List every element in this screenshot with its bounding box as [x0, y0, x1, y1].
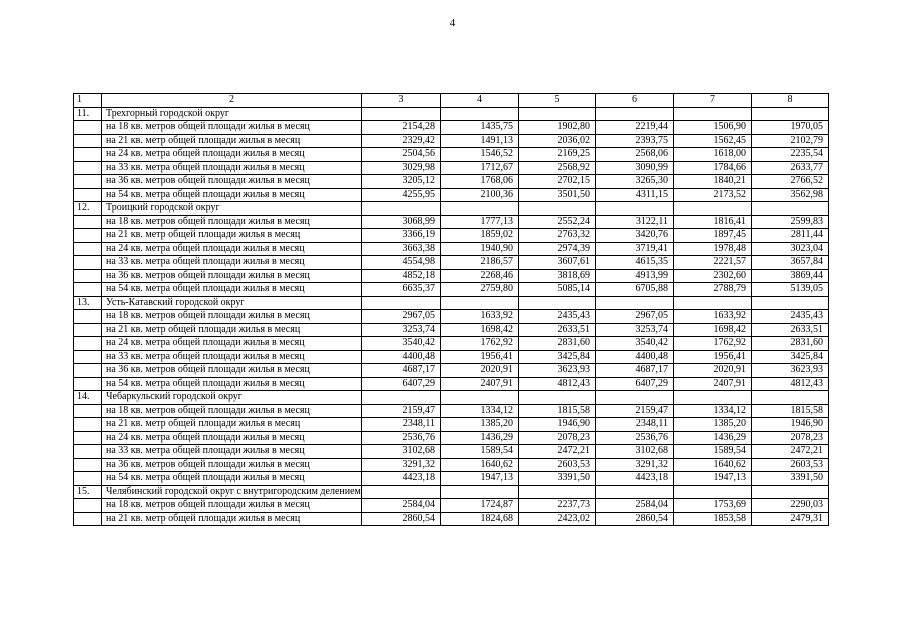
row-label: на 33 кв. метра общей площади жилья в месяц	[102, 161, 362, 175]
page-number: 4	[449, 17, 456, 29]
table-row	[74, 229, 829, 243]
value-cell: 2237,73	[519, 499, 596, 513]
empty-cell	[362, 391, 441, 405]
empty-cell	[441, 296, 519, 310]
value-cell: 4311,15	[596, 188, 674, 202]
value-cell: 1970,05	[752, 121, 829, 135]
value-cell: 1436,29	[441, 431, 519, 445]
table-row	[74, 458, 829, 472]
value-cell: 3291,32	[362, 458, 441, 472]
value-cell: 2831,60	[752, 337, 829, 351]
group-header-row	[74, 296, 829, 310]
table-row	[74, 148, 829, 162]
value-cell: 4687,17	[596, 364, 674, 378]
value-cell: 1956,41	[674, 350, 752, 364]
value-cell: 3068,99	[362, 215, 441, 229]
value-cell: 2536,76	[596, 431, 674, 445]
row-label: на 21 кв. метр общей площади жилья в месяц	[102, 418, 362, 432]
empty-cell	[674, 296, 752, 310]
value-cell: 3607,61	[519, 256, 596, 270]
value-cell: 2100,36	[441, 188, 519, 202]
value-cell: 1816,41	[674, 215, 752, 229]
group-header-row	[74, 202, 829, 216]
table-row	[74, 445, 829, 459]
value-cell: 1768,06	[441, 175, 519, 189]
value-cell: 2603,53	[519, 458, 596, 472]
value-cell: 1633,92	[441, 310, 519, 324]
value-cell: 1712,67	[441, 161, 519, 175]
table-row	[74, 404, 829, 418]
empty-cell	[74, 215, 102, 229]
table-body	[74, 94, 829, 526]
value-cell: 1385,20	[674, 418, 752, 432]
header-cell: 7	[674, 94, 752, 108]
empty-cell	[74, 148, 102, 162]
value-cell: 2633,51	[752, 323, 829, 337]
empty-cell	[74, 242, 102, 256]
value-cell: 1784,66	[674, 161, 752, 175]
value-cell: 3719,41	[596, 242, 674, 256]
row-label: на 54 кв. метра общей площади жилья в месяц	[102, 377, 362, 391]
value-cell: 2154,28	[362, 121, 441, 135]
value-cell: 2407,91	[441, 377, 519, 391]
value-cell: 5085,14	[519, 283, 596, 297]
row-label: на 36 кв. метров общей площади жилья в месяц	[102, 175, 362, 189]
value-cell: 2186,57	[441, 256, 519, 270]
value-cell: 2078,23	[519, 431, 596, 445]
value-cell: 2584,04	[362, 499, 441, 513]
row-label: на 21 кв. метр общей площади жилья в месяц	[102, 229, 362, 243]
value-cell: 1334,12	[441, 404, 519, 418]
empty-cell	[74, 283, 102, 297]
value-cell: 1897,45	[674, 229, 752, 243]
row-label: на 21 кв. метр общей площади жилья в месяц	[102, 512, 362, 526]
value-cell: 4423,18	[596, 472, 674, 486]
row-label: на 24 кв. метра общей площади жилья в месяц	[102, 337, 362, 351]
value-cell: 3205,12	[362, 175, 441, 189]
empty-cell	[674, 485, 752, 499]
empty-cell	[74, 350, 102, 364]
value-cell: 2763,32	[519, 229, 596, 243]
value-cell: 4423,18	[362, 472, 441, 486]
table-row	[74, 364, 829, 378]
empty-cell	[596, 485, 674, 499]
empty-cell	[519, 391, 596, 405]
value-cell: 1385,20	[441, 418, 519, 432]
value-cell: 1859,02	[441, 229, 519, 243]
value-cell: 2020,91	[441, 364, 519, 378]
table-row	[74, 377, 829, 391]
value-cell: 1436,29	[674, 431, 752, 445]
value-cell: 1947,13	[674, 472, 752, 486]
empty-cell	[596, 296, 674, 310]
value-cell: 2967,05	[362, 310, 441, 324]
value-cell: 2702,15	[519, 175, 596, 189]
empty-cell	[752, 391, 829, 405]
empty-cell	[74, 229, 102, 243]
value-cell: 2860,54	[362, 512, 441, 526]
table-row	[74, 283, 829, 297]
empty-cell	[74, 418, 102, 432]
empty-cell	[441, 107, 519, 121]
table-row	[74, 323, 829, 337]
row-label: на 54 кв. метра общей площади жилья в месяц	[102, 188, 362, 202]
value-cell: 1589,54	[674, 445, 752, 459]
header-row	[74, 94, 829, 108]
group-header-row	[74, 485, 829, 499]
value-cell: 3122,11	[596, 215, 674, 229]
value-cell: 3818,69	[519, 269, 596, 283]
group-index: 13.	[74, 296, 102, 310]
value-cell: 2173,52	[674, 188, 752, 202]
empty-cell	[674, 391, 752, 405]
value-cell: 1815,58	[519, 404, 596, 418]
value-cell: 1589,54	[441, 445, 519, 459]
table-row	[74, 337, 829, 351]
value-cell: 4812,43	[752, 377, 829, 391]
header-cell: 8	[752, 94, 829, 108]
empty-cell	[74, 161, 102, 175]
value-cell: 5139,05	[752, 283, 829, 297]
value-cell: 1633,92	[674, 310, 752, 324]
empty-cell	[441, 391, 519, 405]
empty-cell	[74, 458, 102, 472]
value-cell: 1940,90	[441, 242, 519, 256]
value-cell: 3029,98	[362, 161, 441, 175]
value-cell: 6407,29	[362, 377, 441, 391]
value-cell: 2552,24	[519, 215, 596, 229]
value-cell: 1753,69	[674, 499, 752, 513]
value-cell: 3425,84	[752, 350, 829, 364]
value-cell: 2078,23	[752, 431, 829, 445]
value-cell: 2159,47	[362, 404, 441, 418]
group-header-row	[74, 391, 829, 405]
value-cell: 3023,04	[752, 242, 829, 256]
value-cell: 1815,58	[752, 404, 829, 418]
empty-cell	[74, 256, 102, 270]
empty-cell	[74, 445, 102, 459]
value-cell: 2169,25	[519, 148, 596, 162]
row-label: на 21 кв. метр общей площади жилья в месяц	[102, 323, 362, 337]
value-cell: 4812,43	[519, 377, 596, 391]
table-row	[74, 188, 829, 202]
value-cell: 3102,68	[596, 445, 674, 459]
value-cell: 2599,83	[752, 215, 829, 229]
empty-cell	[752, 296, 829, 310]
value-cell: 2302,60	[674, 269, 752, 283]
table-row	[74, 175, 829, 189]
value-cell: 1640,62	[441, 458, 519, 472]
value-cell: 2329,42	[362, 134, 441, 148]
row-label: на 24 кв. метра общей площади жилья в месяц	[102, 431, 362, 445]
value-cell: 2479,31	[752, 512, 829, 526]
value-cell: 3540,42	[596, 337, 674, 351]
header-cell: 4	[441, 94, 519, 108]
value-cell: 2159,47	[596, 404, 674, 418]
value-cell: 4615,35	[596, 256, 674, 270]
value-cell: 3291,32	[596, 458, 674, 472]
value-cell: 6635,37	[362, 283, 441, 297]
value-cell: 3657,84	[752, 256, 829, 270]
value-cell: 2036,02	[519, 134, 596, 148]
empty-cell	[362, 485, 441, 499]
row-label: на 33 кв. метра общей площади жилья в месяц	[102, 445, 362, 459]
empty-cell	[74, 431, 102, 445]
value-cell: 1840,21	[674, 175, 752, 189]
value-cell: 1698,42	[674, 323, 752, 337]
value-cell: 2221,57	[674, 256, 752, 270]
value-cell: 1777,13	[441, 215, 519, 229]
value-cell: 2603,53	[752, 458, 829, 472]
row-label: на 33 кв. метра общей площади жилья в месяц	[102, 256, 362, 270]
value-cell: 2423,02	[519, 512, 596, 526]
value-cell: 2472,21	[752, 445, 829, 459]
value-cell: 3090,99	[596, 161, 674, 175]
value-cell: 2268,46	[441, 269, 519, 283]
value-cell: 2584,04	[596, 499, 674, 513]
group-index: 15.	[74, 485, 102, 499]
value-cell: 1947,13	[441, 472, 519, 486]
table-row	[74, 256, 829, 270]
empty-cell	[362, 296, 441, 310]
value-cell: 3391,50	[519, 472, 596, 486]
empty-cell	[74, 310, 102, 324]
value-cell: 3869,44	[752, 269, 829, 283]
table-row	[74, 121, 829, 135]
value-cell: 1902,80	[519, 121, 596, 135]
value-cell: 2020,91	[674, 364, 752, 378]
table-row	[74, 472, 829, 486]
value-cell: 2974,39	[519, 242, 596, 256]
value-cell: 2407,91	[674, 377, 752, 391]
empty-cell	[752, 485, 829, 499]
empty-cell	[596, 202, 674, 216]
value-cell: 3623,93	[519, 364, 596, 378]
value-cell: 1562,45	[674, 134, 752, 148]
value-cell: 1506,90	[674, 121, 752, 135]
value-cell: 1491,13	[441, 134, 519, 148]
value-cell: 2633,51	[519, 323, 596, 337]
table-row	[74, 269, 829, 283]
empty-cell	[74, 499, 102, 513]
header-cell: 5	[519, 94, 596, 108]
value-cell: 1640,62	[674, 458, 752, 472]
row-label: на 36 кв. метров общей площади жилья в месяц	[102, 458, 362, 472]
row-label: на 18 кв. метров общей площади жилья в месяц	[102, 310, 362, 324]
empty-cell	[596, 107, 674, 121]
value-cell: 4687,17	[362, 364, 441, 378]
empty-cell	[674, 107, 752, 121]
value-cell: 3420,76	[596, 229, 674, 243]
value-cell: 2633,77	[752, 161, 829, 175]
empty-cell	[519, 107, 596, 121]
value-cell: 2504,56	[362, 148, 441, 162]
value-cell: 1546,52	[441, 148, 519, 162]
value-cell: 1824,68	[441, 512, 519, 526]
value-cell: 4554,98	[362, 256, 441, 270]
group-header-row	[74, 107, 829, 121]
table-row	[74, 499, 829, 513]
value-cell: 2348,11	[362, 418, 441, 432]
row-label: на 18 кв. метров общей площади жилья в месяц	[102, 121, 362, 135]
value-cell: 3366,19	[362, 229, 441, 243]
empty-cell	[74, 404, 102, 418]
header-cell: 1	[74, 94, 102, 108]
row-label: на 18 кв. метров общей площади жилья в месяц	[102, 215, 362, 229]
value-cell: 2831,60	[519, 337, 596, 351]
group-index: 12.	[74, 202, 102, 216]
value-cell: 3253,74	[362, 323, 441, 337]
row-label: на 33 кв. метра общей площади жилья в месяц	[102, 350, 362, 364]
table-row	[74, 350, 829, 364]
value-cell: 1946,90	[519, 418, 596, 432]
table-row	[74, 418, 829, 432]
value-cell: 1853,58	[674, 512, 752, 526]
empty-cell	[74, 269, 102, 283]
table-row	[74, 242, 829, 256]
empty-cell	[74, 175, 102, 189]
empty-cell	[74, 323, 102, 337]
value-cell: 3253,74	[596, 323, 674, 337]
value-cell: 4852,18	[362, 269, 441, 283]
value-cell: 2435,43	[519, 310, 596, 324]
empty-cell	[441, 202, 519, 216]
value-cell: 1762,92	[674, 337, 752, 351]
value-cell: 2235,54	[752, 148, 829, 162]
row-label: на 36 кв. метров общей площади жилья в месяц	[102, 269, 362, 283]
table-row	[74, 215, 829, 229]
value-cell: 3540,42	[362, 337, 441, 351]
value-cell: 3623,93	[752, 364, 829, 378]
row-label: на 24 кв. метра общей площади жилья в месяц	[102, 148, 362, 162]
value-cell: 2290,03	[752, 499, 829, 513]
row-label: на 18 кв. метров общей площади жилья в месяц	[102, 404, 362, 418]
table-row	[74, 431, 829, 445]
header-cell: 2	[102, 94, 362, 108]
group-index: 14.	[74, 391, 102, 405]
empty-cell	[74, 512, 102, 526]
table-row	[74, 310, 829, 324]
value-cell: 1946,90	[752, 418, 829, 432]
value-cell: 3102,68	[362, 445, 441, 459]
value-cell: 4913,99	[596, 269, 674, 283]
value-cell: 6705,88	[596, 283, 674, 297]
group-name: Чебаркульский городской округ	[102, 391, 362, 405]
value-cell: 2568,92	[519, 161, 596, 175]
table-row	[74, 512, 829, 526]
empty-cell	[74, 364, 102, 378]
group-name: Челябинский городской округ с внутригородским делением	[102, 485, 362, 499]
group-name: Усть-Катавский городской округ	[102, 296, 362, 310]
row-label: на 24 кв. метра общей площади жилья в месяц	[102, 242, 362, 256]
value-cell: 1978,48	[674, 242, 752, 256]
empty-cell	[519, 202, 596, 216]
tariff-table	[73, 93, 829, 526]
value-cell: 1334,12	[674, 404, 752, 418]
empty-cell	[362, 202, 441, 216]
value-cell: 2860,54	[596, 512, 674, 526]
empty-cell	[519, 485, 596, 499]
empty-cell	[441, 485, 519, 499]
empty-cell	[519, 296, 596, 310]
empty-cell	[674, 202, 752, 216]
value-cell: 2435,43	[752, 310, 829, 324]
value-cell: 4400,48	[362, 350, 441, 364]
header-cell: 3	[362, 94, 441, 108]
value-cell: 2219,44	[596, 121, 674, 135]
value-cell: 1618,00	[674, 148, 752, 162]
value-cell: 3425,84	[519, 350, 596, 364]
empty-cell	[752, 202, 829, 216]
value-cell: 2536,76	[362, 431, 441, 445]
value-cell: 3501,50	[519, 188, 596, 202]
header-cell: 6	[596, 94, 674, 108]
row-label: на 21 кв. метр общей площади жилья в месяц	[102, 134, 362, 148]
value-cell: 2472,21	[519, 445, 596, 459]
value-cell: 1698,42	[441, 323, 519, 337]
empty-cell	[74, 188, 102, 202]
value-cell: 3562,98	[752, 188, 829, 202]
table-row	[74, 161, 829, 175]
value-cell: 2393,75	[596, 134, 674, 148]
empty-cell	[752, 107, 829, 121]
table-row	[74, 134, 829, 148]
value-cell: 1762,92	[441, 337, 519, 351]
value-cell: 2811,44	[752, 229, 829, 243]
row-label: на 54 кв. метра общей площади жилья в месяц	[102, 472, 362, 486]
row-label: на 18 кв. метров общей площади жилья в месяц	[102, 499, 362, 513]
value-cell: 3391,50	[752, 472, 829, 486]
value-cell: 2766,52	[752, 175, 829, 189]
value-cell: 4400,48	[596, 350, 674, 364]
empty-cell	[74, 472, 102, 486]
row-label: на 54 кв. метра общей площади жилья в месяц	[102, 283, 362, 297]
value-cell: 3663,38	[362, 242, 441, 256]
value-cell: 2759,80	[441, 283, 519, 297]
value-cell: 1435,75	[441, 121, 519, 135]
value-cell: 1956,41	[441, 350, 519, 364]
value-cell: 4255,95	[362, 188, 441, 202]
empty-cell	[74, 377, 102, 391]
value-cell: 2788,79	[674, 283, 752, 297]
value-cell: 2568,06	[596, 148, 674, 162]
empty-cell	[74, 134, 102, 148]
value-cell: 3265,30	[596, 175, 674, 189]
group-index: 11.	[74, 107, 102, 121]
value-cell: 2348,11	[596, 418, 674, 432]
group-name: Троицкий городской округ	[102, 202, 362, 216]
empty-cell	[596, 391, 674, 405]
empty-cell	[74, 121, 102, 135]
group-name: Трехгорный городской округ	[102, 107, 362, 121]
value-cell: 1724,87	[441, 499, 519, 513]
value-cell: 2102,79	[752, 134, 829, 148]
empty-cell	[362, 107, 441, 121]
row-label: на 36 кв. метров общей площади жилья в месяц	[102, 364, 362, 378]
empty-cell	[74, 337, 102, 351]
value-cell: 6407,29	[596, 377, 674, 391]
value-cell: 2967,05	[596, 310, 674, 324]
